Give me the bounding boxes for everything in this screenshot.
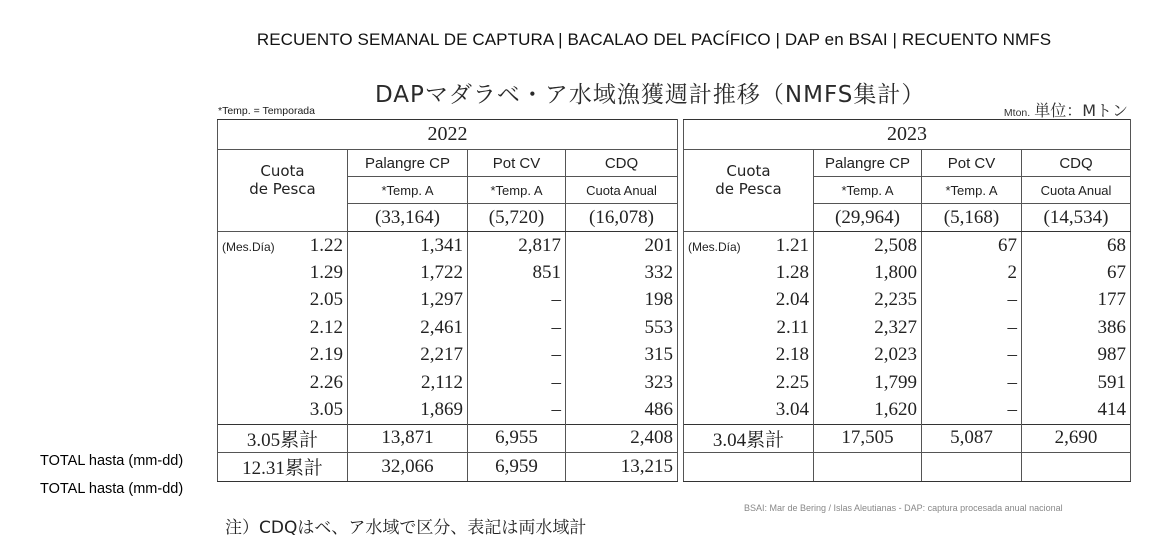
table-row [218,259,678,287]
gear-pot: Pot CV [922,150,1022,177]
value-palangre: 2,461 [348,314,468,342]
gear-palangre: Palangre CP [814,150,922,177]
value-palangre: 1,800 [814,259,922,287]
value-cdq: 332 [566,259,678,287]
table-row [684,287,1131,315]
value-pot: 2 [922,259,1022,287]
season-pot: *Temp. A [922,177,1022,204]
value-cdq: 68 [1022,232,1131,260]
table-row [218,287,678,315]
table-row [684,232,1131,260]
value-palangre: 1,620 [814,397,922,425]
final-date: 12.31累計 [218,452,348,481]
gear-cdq: CDQ [566,150,678,177]
value-palangre: 1,722 [348,259,468,287]
table-row [684,259,1131,287]
table-row [684,314,1131,342]
date-cell: 2.18 [684,342,814,370]
total-row-label: TOTAL hasta (mm-dd) [40,453,184,469]
value-cdq: 315 [566,342,678,370]
quota-header [218,150,348,232]
final-row [218,452,678,481]
value-cdq: 414 [1022,397,1131,425]
total-pot: 6,955 [468,424,566,452]
table-2023 [683,119,1131,482]
season-palangre: *Temp. A [348,177,468,204]
unit-small: Mton. [1003,107,1031,119]
catch-table-2022 [217,119,678,482]
final-palangre: 32,066 [348,452,468,481]
final-cdq: 13,215 [566,452,678,481]
value-cdq: 591 [1022,369,1131,397]
date-cell: 2.04 [684,287,814,315]
source-note: BSAI: Mar de Bering / Islas Aleutianas - DAP: captura procesada anual nacional [744,503,1063,513]
quota-label-2: de Pesca [715,180,782,198]
gear-pot: Pot CV [468,150,566,177]
value-pot: 851 [468,259,566,287]
season-cdq: Cuota Anual [566,177,678,204]
year-header: 2022 [218,120,678,150]
date-cell: 2.26 [218,369,348,397]
catch-table-2023 [683,119,1131,482]
total-date: 3.04累計 [684,424,814,452]
table-row [684,342,1131,370]
season-palangre: *Temp. A [814,177,922,204]
season-pot: *Temp. A [468,177,566,204]
value-cdq: 201 [566,232,678,260]
total-date: 3.05累計 [218,424,348,452]
quota-pot: (5,720) [468,204,566,232]
table-row [218,314,678,342]
date-cell: 2.05 [218,287,348,315]
value-pot: – [468,369,566,397]
quota-cdq: (16,078) [566,204,678,232]
mesdia-label: (Mes.Día) [688,239,741,254]
date-cell: 2.19 [218,342,348,370]
quota-header [684,150,814,232]
table-2022 [217,119,678,482]
gear-cdq: CDQ [1022,150,1131,177]
quota-palangre: (33,164) [348,204,468,232]
unit-label [1004,98,1128,121]
table-row [684,397,1131,425]
quota-label-1: Cuota [726,162,771,180]
value-pot: – [922,314,1022,342]
final-row [684,452,1131,481]
mesdia-label: (Mes.Día) [222,239,275,254]
total-palangre: 13,871 [348,424,468,452]
value-cdq: 198 [566,287,678,315]
value-cdq: 386 [1022,314,1131,342]
value-palangre: 2,508 [814,232,922,260]
final-pot-empty [922,452,1022,481]
quota-cdq: (14,534) [1022,204,1131,232]
value-pot: 2,817 [468,232,566,260]
date-cell: (Mes.Día) 1.21 [684,232,814,260]
total-palangre: 17,505 [814,424,922,452]
final-cdq-empty [1022,452,1131,481]
value-cdq: 323 [566,369,678,397]
value-palangre: 2,217 [348,342,468,370]
quota-label-1: Cuota [260,162,305,180]
season-cdq: Cuota Anual [1022,177,1131,204]
report-header: RECUENTO SEMANAL DE CAPTURA | BACALAO DEL PACÍFICO | DAP en BSAI | RECUENTO NMFS [256,30,1052,49]
footnote: 注）CDQはベ、ア水域で区分、表記は両水域計 [225,518,587,538]
table-row [218,397,678,425]
final-date-empty [684,452,814,481]
total-cdq: 2,690 [1022,424,1131,452]
total-row [684,424,1131,452]
date-cell: (Mes.Día) 1.22 [218,232,348,260]
year-header: 2023 [684,120,1131,150]
total-cdq: 2,408 [566,424,678,452]
value-cdq: 486 [566,397,678,425]
value-cdq: 553 [566,314,678,342]
value-pot: – [922,369,1022,397]
value-palangre: 2,235 [814,287,922,315]
value-pot: – [468,342,566,370]
table-row [218,232,678,260]
value-pot: – [468,314,566,342]
value-pot: 67 [922,232,1022,260]
temporada-note: *Temp. = Temporada [218,105,315,117]
value-cdq: 67 [1022,259,1131,287]
value-palangre: 1,297 [348,287,468,315]
date-cell: 3.05 [218,397,348,425]
quota-label-2: de Pesca [249,180,316,198]
table-row [218,369,678,397]
total-pot: 5,087 [922,424,1022,452]
value-pot: – [922,397,1022,425]
value-palangre: 2,327 [814,314,922,342]
quota-pot: (5,168) [922,204,1022,232]
value-palangre: 1,799 [814,369,922,397]
date-cell: 2.11 [684,314,814,342]
value-cdq: 987 [1022,342,1131,370]
value-pot: – [922,287,1022,315]
value-palangre: 2,112 [348,369,468,397]
date-cell: 3.04 [684,397,814,425]
quota-palangre: (29,964) [814,204,922,232]
value-cdq: 177 [1022,287,1131,315]
table-row [218,342,678,370]
final-row-label: TOTAL hasta (mm-dd) [40,481,184,497]
value-palangre: 2,023 [814,342,922,370]
final-palangre-empty [814,452,922,481]
final-pot: 6,959 [468,452,566,481]
gear-palangre: Palangre CP [348,150,468,177]
value-palangre: 1,869 [348,397,468,425]
value-pot: – [468,397,566,425]
value-pot: – [922,342,1022,370]
table-row [684,369,1131,397]
date-cell: 1.29 [218,259,348,287]
date-cell: 2.25 [684,369,814,397]
unit-jp: 単位：Mトン [1034,101,1128,120]
page-title: DAPマダラベ・ア水域漁獲週計推移（NMFS集計） [375,82,926,108]
date-cell: 2.12 [218,314,348,342]
value-pot: – [468,287,566,315]
total-row [218,424,678,452]
value-palangre: 1,341 [348,232,468,260]
date-cell: 1.28 [684,259,814,287]
